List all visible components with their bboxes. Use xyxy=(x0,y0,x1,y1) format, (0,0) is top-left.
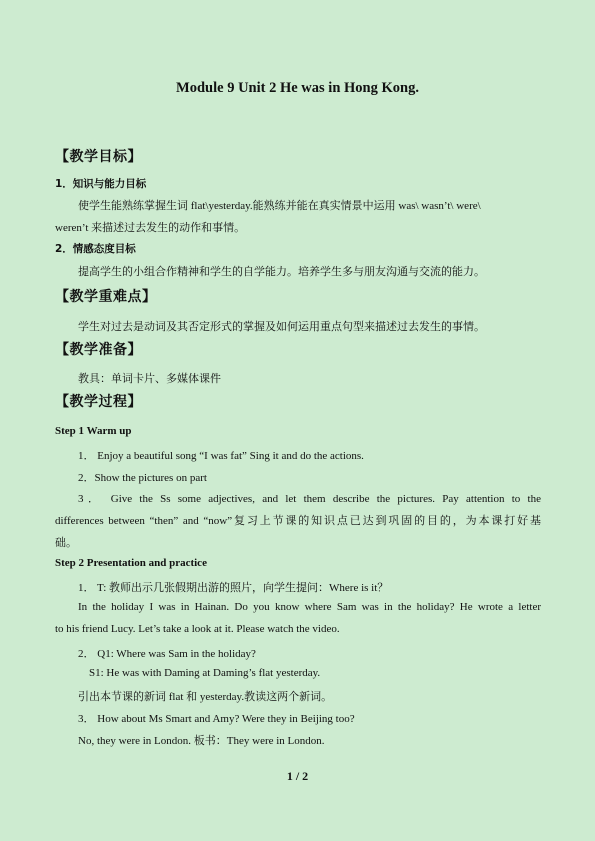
subheading-knowledge: 1．知识与能力目标 xyxy=(55,178,147,190)
goal2-text: 提高学生的小组合作精神和学生的自学能力。培养学生多与朋友沟通与交流的能力。 xyxy=(78,266,485,278)
step1-item3-line1: 3． Give the Ss some adjectives, and let them describe the pictures. Pay attention to the xyxy=(78,493,541,505)
section-heading-goals: 【教学目标】 xyxy=(55,149,142,165)
step2-heading: Step 2 Presentation and practice xyxy=(55,557,207,569)
step1-item1: 1． Enjoy a beautiful song “I was fat” Sing it and do the actions. xyxy=(78,450,364,462)
goal1-text-line2: weren’t 来描述过去发生的动作和事情。 xyxy=(55,222,246,234)
page-title: Module 9 Unit 2 He was in Hong Kong. xyxy=(176,80,419,96)
step1-item3-line2: differences between “then” and “now”复习上节课的知识点已达到巩固的目的，为本课打好基 xyxy=(55,515,541,527)
section-heading-process: 【教学过程】 xyxy=(55,394,142,410)
step2-intro-new-words: 引出本节课的新词 flat 和 yesterday.教读这两个新词。 xyxy=(78,691,333,703)
section-heading-prep: 【教学准备】 xyxy=(55,342,142,358)
step2-item3: 3． How about Ms Smart and Amy? Were they in Beijing too? xyxy=(78,713,355,725)
section-heading-key: 【教学重难点】 xyxy=(55,289,157,305)
prep-text: 教具：单词卡片、多媒体课件 xyxy=(78,373,221,385)
goal1-text-line1: 使学生能熟练掌握生词 flat\yesterday.能熟练并能在真实情景中运用 was\ wasn’t\ were\ xyxy=(78,200,481,212)
step1-item2: 2．Show the pictures on part xyxy=(78,472,207,484)
step2-item2: 2． Q1: Where was Sam in the holiday? xyxy=(78,648,256,660)
page-number: 1 / 2 xyxy=(286,769,309,783)
step1-heading: Step 1 Warm up xyxy=(55,425,132,437)
subheading-emotion: 2．情感态度目标 xyxy=(55,243,136,255)
step2-item1: 1． T: 教师出示几张假期出游的照片，向学生提问：Where is it？ xyxy=(78,582,389,594)
key-text: 学生对过去是动词及其否定形式的掌握及如何运用重点句型来描述过去发生的事情。 xyxy=(78,321,485,333)
step2-student-answer: S1: He was with Daming at Daming’s flat yesterday. xyxy=(89,667,321,679)
step2-answer: No, they were in London. 板书：They were in London. xyxy=(78,735,325,747)
step1-item3-line3: 础。 xyxy=(55,537,77,549)
step2-paragraph-line2: to his friend Lucy. Let’s take a look at it. Please watch the video. xyxy=(55,623,340,635)
step2-paragraph-line1: In the holiday I was in Hainan. Do you know where Sam was in the holiday? He wrote a letter xyxy=(78,601,541,613)
